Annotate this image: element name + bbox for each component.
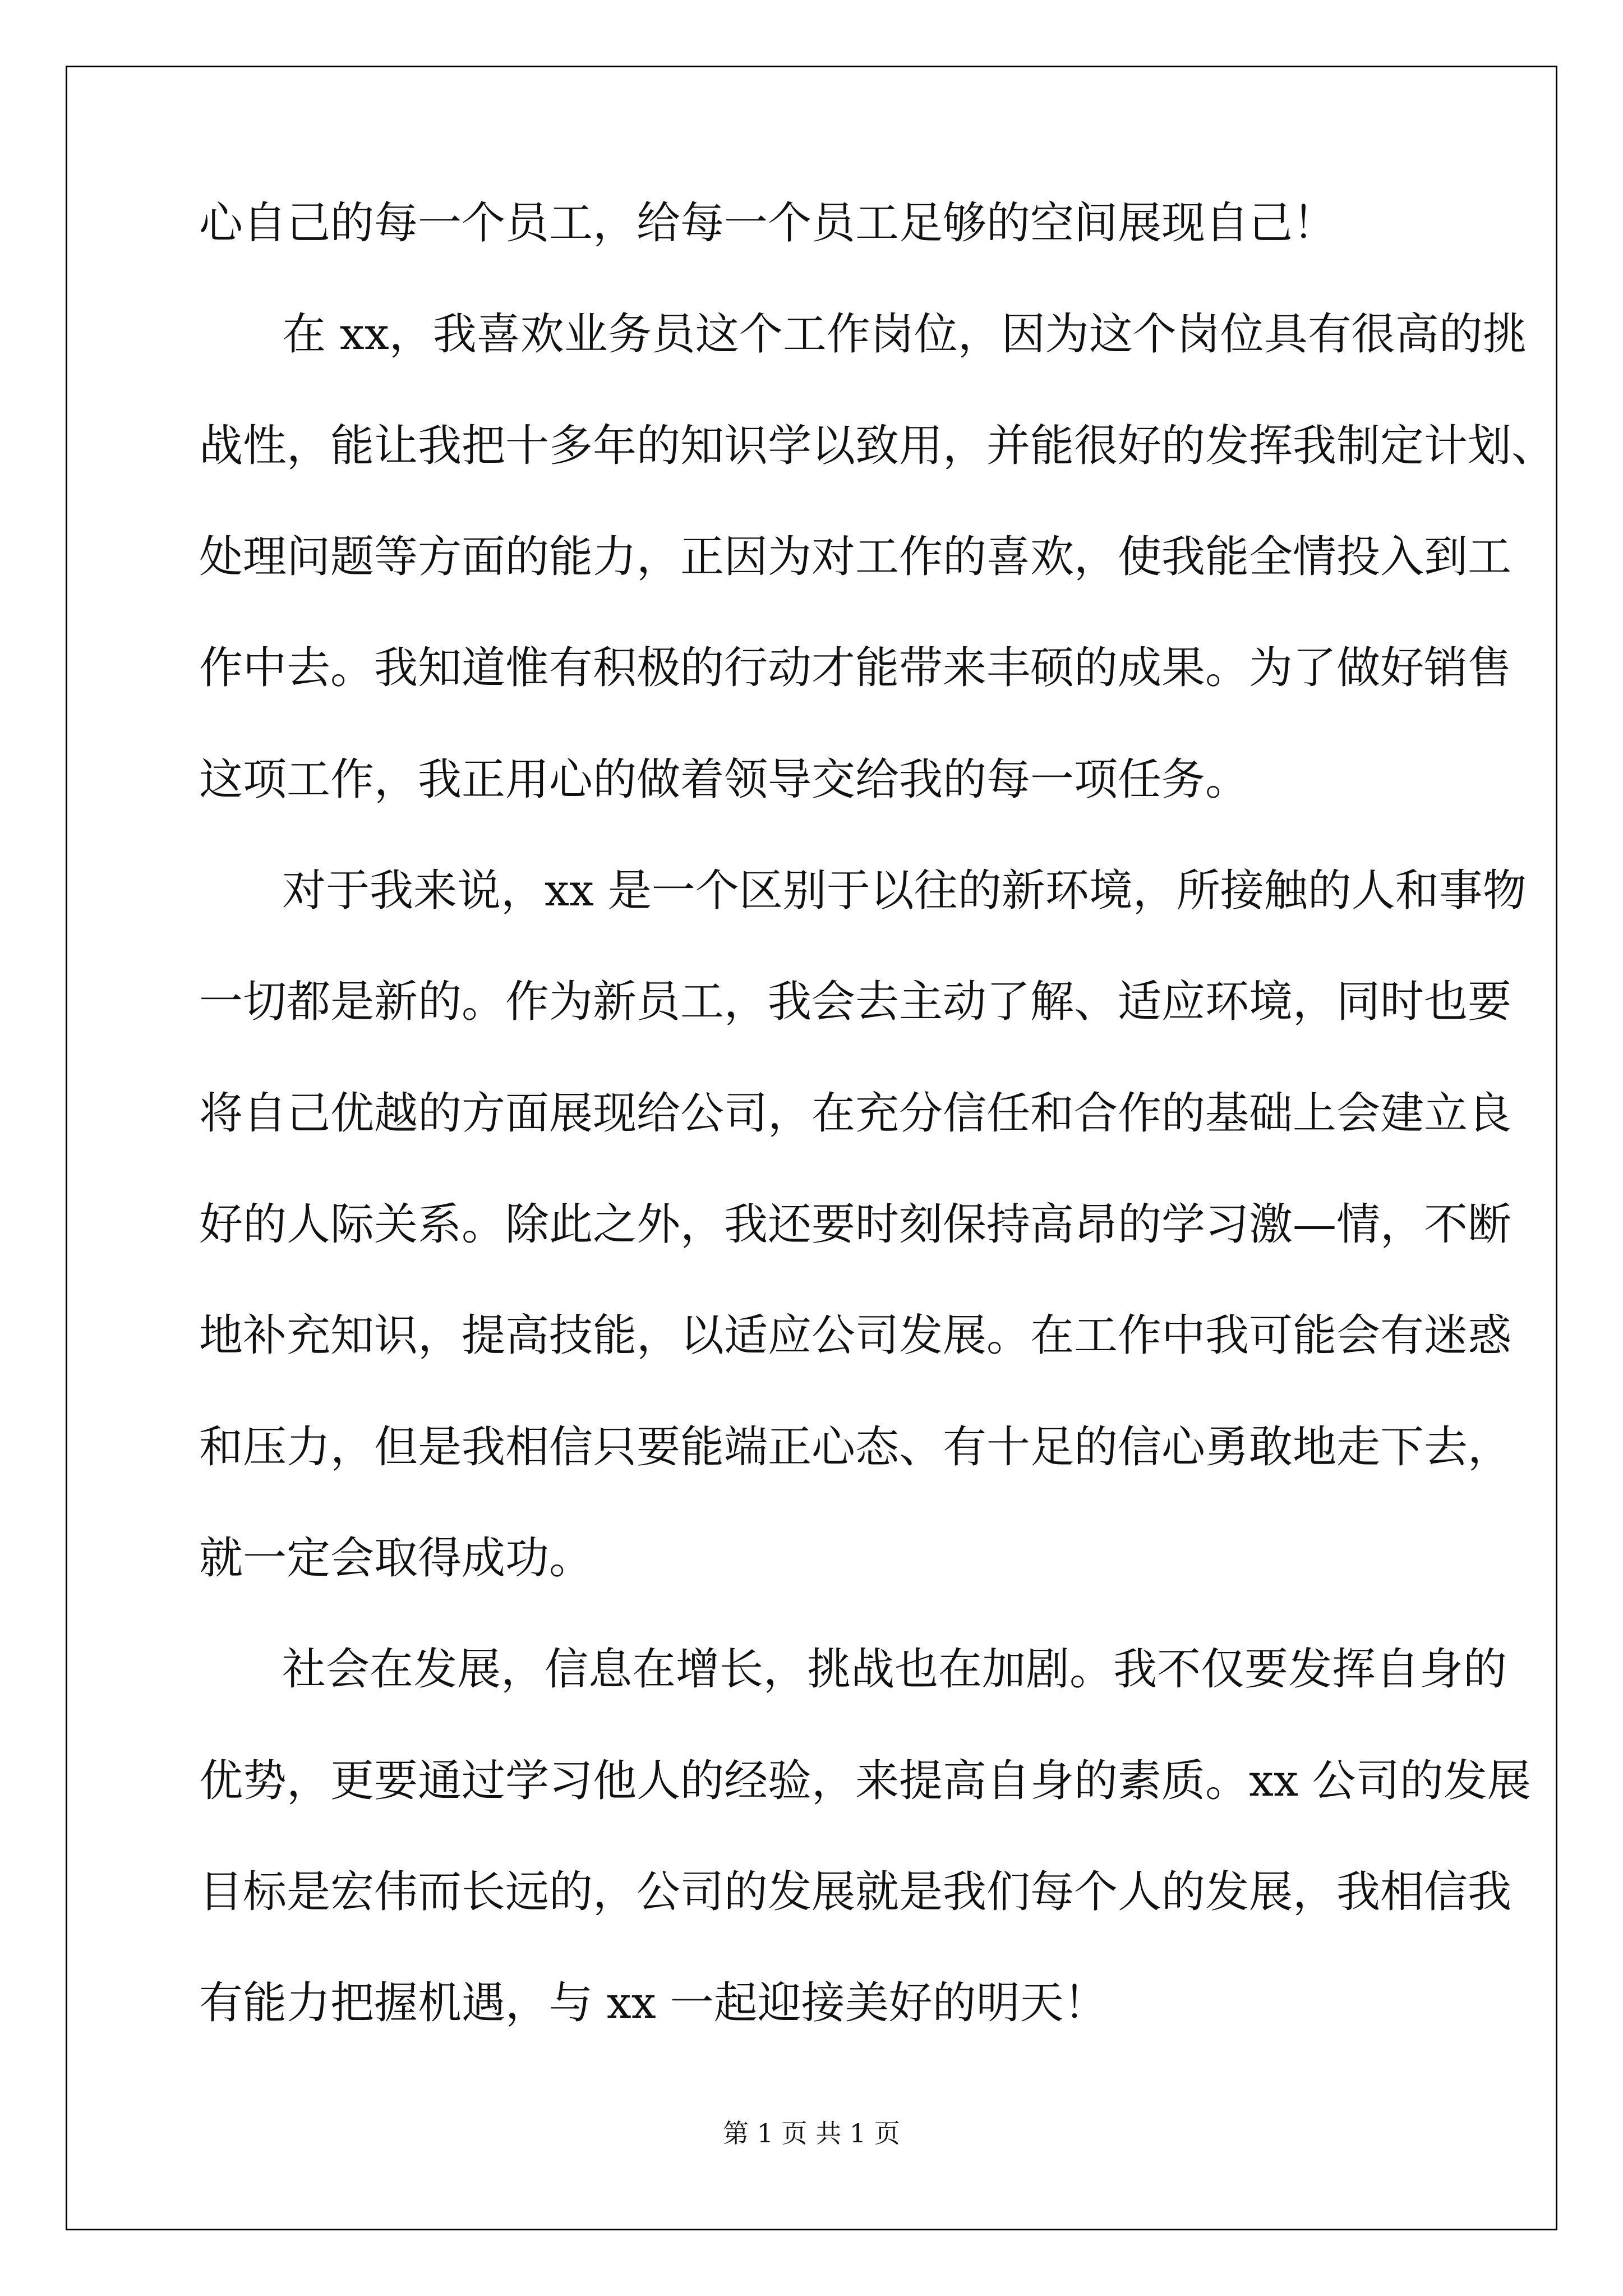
paragraph-first-line: 社会在发展，信息在增长，挑战也在加剧。我不仅要发挥自身的 bbox=[282, 1644, 1507, 1695]
text-line: 就一定会取得成功。 bbox=[199, 1533, 593, 1584]
page-footer: 第 1 页 共 1 页 bbox=[723, 2118, 900, 2148]
text-line: 一切都是新的。作为新员工，我会去主动了解、适应环境，同时也要 bbox=[199, 977, 1512, 1027]
text-line: 将自己优越的方面展现给公司，在充分信任和合作的基础上会建立良 bbox=[199, 1088, 1512, 1139]
text-line: 和压力，但是我相信只要能端正心态、有十足的信心勇敢地走下去， bbox=[199, 1422, 1512, 1473]
text-line: 处理问题等方面的能力，正因为对工作的喜欢，使我能全情投入到工 bbox=[199, 532, 1512, 582]
text-line: 作中去。我知道惟有积极的行动才能带来丰硕的成果。为了做好销售 bbox=[199, 643, 1512, 693]
text-line: 目标是宏伟而长远的，公司的发展就是我们每个人的发展，我相信我 bbox=[199, 1867, 1512, 1917]
paragraph-first-line: 在 xx，我喜欢业务员这个工作岗位，因为这个岗位具有很高的挑 bbox=[282, 309, 1527, 360]
paragraph-first-line: 对于我来说，xx 是一个区别于以往的新环境，所接触的人和事物 bbox=[282, 866, 1527, 916]
text-line: 地补充知识，提高技能，以适应公司发展。在工作中我可能会有迷惑 bbox=[199, 1310, 1512, 1361]
text-line: 这项工作，我正用心的做着领导交给我的每一项任务。 bbox=[199, 754, 1249, 805]
text-line: 战性，能让我把十多年的知识学以致用，并能很好的发挥我制定计划、 bbox=[199, 421, 1556, 471]
text-line: 心自己的每一个员工，给每一个员工足够的空间展现自己！ bbox=[199, 198, 1337, 249]
text-line: 有能力把握机遇，与 xx 一起迎接美好的明天！ bbox=[199, 1978, 1108, 2028]
text-line: 好的人际关系。除此之外，我还要时刻保持高昂的学习激—情，不断 bbox=[199, 1199, 1512, 1250]
text-line: 优势，更要通过学习他人的经验，来提高自身的素质。xx 公司的发展 bbox=[199, 1756, 1531, 1806]
